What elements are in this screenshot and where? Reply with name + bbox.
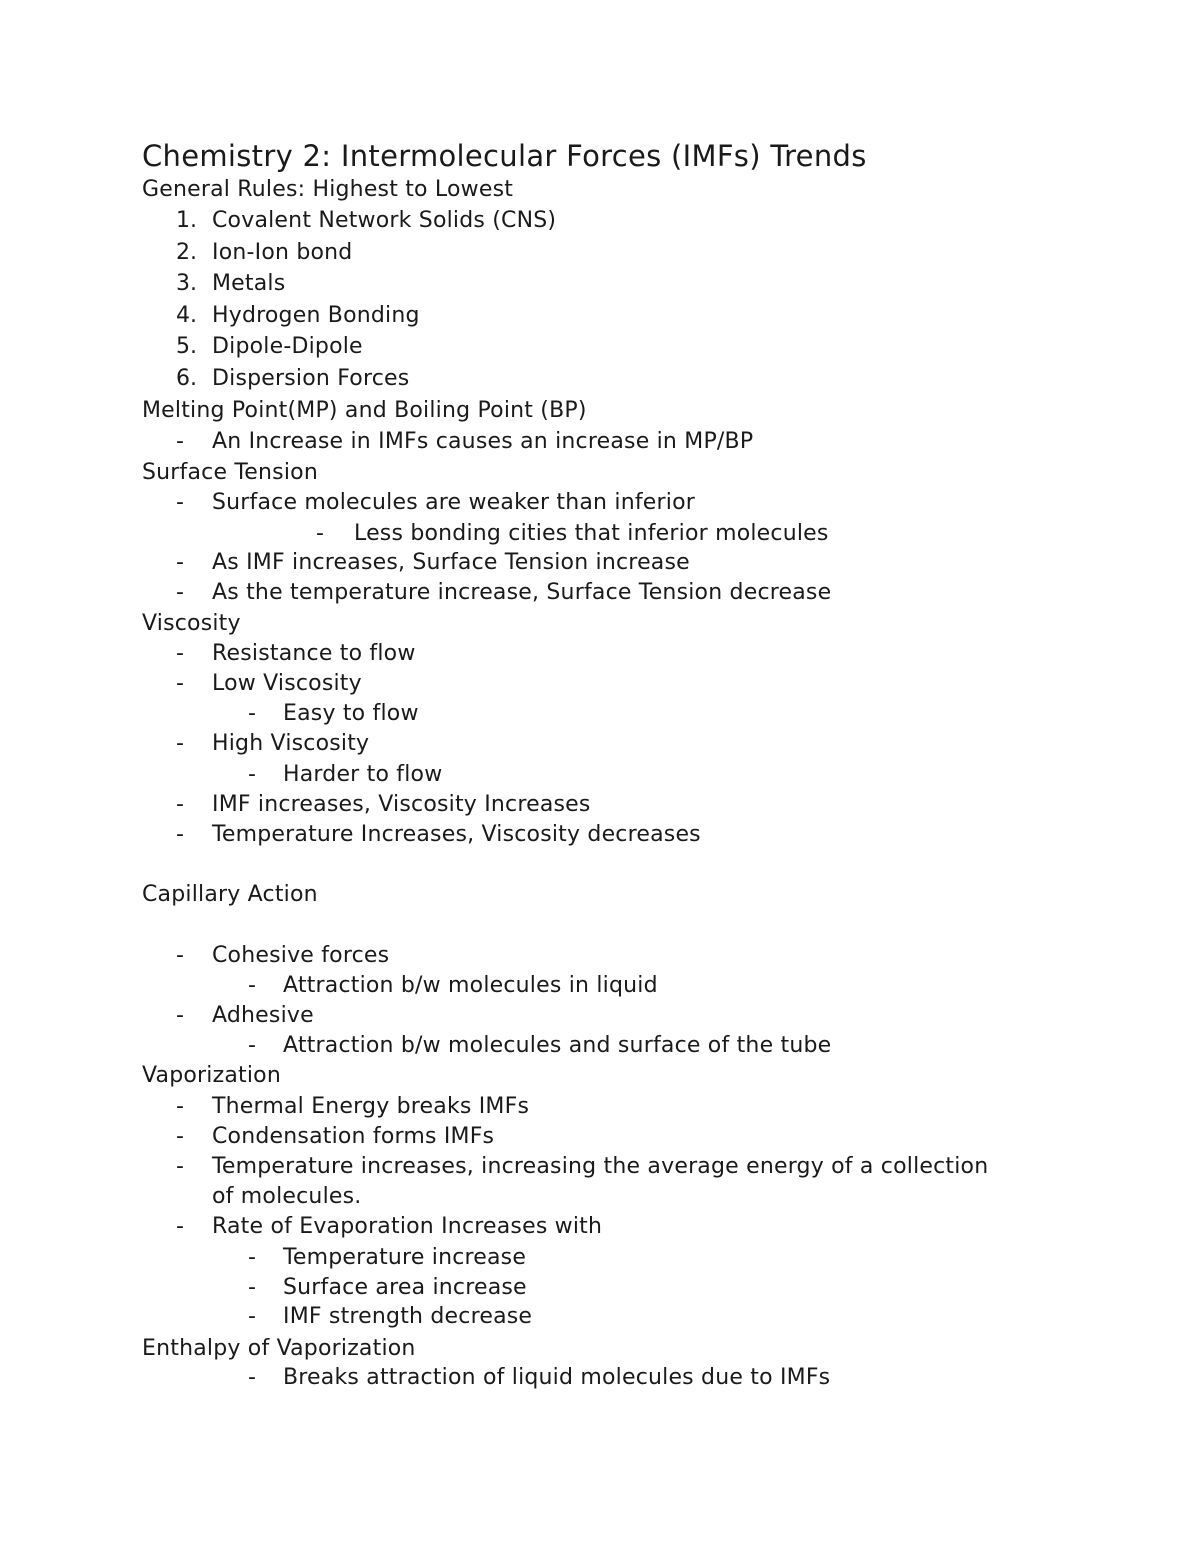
list-item: Easy to flow <box>283 701 419 726</box>
list-item: Covalent Network Solids (CNS) <box>212 208 557 233</box>
bullet-dash: - <box>176 822 184 847</box>
section-heading-melting-boiling: Melting Point(MP) and Boiling Point (BP) <box>142 398 587 423</box>
bullet-dash: - <box>176 1124 184 1149</box>
bullet-dash: - <box>176 1003 184 1028</box>
bullet-dash: - <box>248 1304 256 1329</box>
bullet-dash: - <box>176 671 184 696</box>
bullet-dash: - <box>176 550 184 575</box>
bullet-dash: - <box>176 641 184 666</box>
bullet-dash: - <box>176 943 184 968</box>
list-item: Harder to flow <box>283 762 443 787</box>
list-item: Less bonding cities that inferior molecules <box>354 521 829 546</box>
list-item: Temperature increases, increasing the average energy of a collection <box>212 1154 989 1179</box>
list-number: 5. <box>176 334 197 359</box>
bullet-dash: - <box>248 1245 256 1270</box>
list-item: Surface area increase <box>283 1275 527 1300</box>
list-item: Temperature increase <box>283 1245 527 1270</box>
list-item: Metals <box>212 271 286 296</box>
bullet-dash: - <box>176 731 184 756</box>
section-heading-general-rules: General Rules: Highest to Lowest <box>142 177 514 202</box>
list-item: Low Viscosity <box>212 671 362 696</box>
bullet-dash: - <box>248 762 256 787</box>
list-item: Breaks attraction of liquid molecules due to IMFs <box>283 1365 831 1390</box>
list-item: Resistance to flow <box>212 641 416 666</box>
list-item: Attraction b/w molecules and surface of the tube <box>283 1033 832 1058</box>
section-heading-enthalpy: Enthalpy of Vaporization <box>142 1336 416 1361</box>
list-number: 6. <box>176 366 197 391</box>
list-number: 4. <box>176 303 197 328</box>
list-item: Cohesive forces <box>212 943 390 968</box>
list-item: Rate of Evaporation Increases with <box>212 1214 603 1239</box>
list-item: As the temperature increase, Surface Tension decrease <box>212 580 832 605</box>
bullet-dash: - <box>316 521 324 546</box>
list-number: 1. <box>176 208 197 233</box>
section-heading-viscosity: Viscosity <box>142 611 241 636</box>
bullet-dash: - <box>176 580 184 605</box>
list-item: Attraction b/w molecules in liquid <box>283 973 658 998</box>
bullet-dash: - <box>176 1094 184 1119</box>
list-item: Thermal Energy breaks IMFs <box>212 1094 530 1119</box>
bullet-dash: - <box>176 429 184 454</box>
list-item: IMF increases, Viscosity Increases <box>212 792 591 817</box>
section-heading-capillary-action: Capillary Action <box>142 882 318 907</box>
bullet-dash: - <box>176 792 184 817</box>
list-item-continuation: of molecules. <box>212 1184 362 1209</box>
list-item: Condensation forms IMFs <box>212 1124 495 1149</box>
list-item: Ion-Ion bond <box>212 240 353 265</box>
bullet-dash: - <box>248 701 256 726</box>
section-heading-surface-tension: Surface Tension <box>142 460 318 485</box>
list-item: Dispersion Forces <box>212 366 410 391</box>
list-item: High Viscosity <box>212 731 370 756</box>
list-item: An Increase in IMFs causes an increase in MP/BP <box>212 429 754 454</box>
list-item: Dipole-Dipole <box>212 334 363 359</box>
list-number: 3. <box>176 271 197 296</box>
list-item: Temperature Increases, Viscosity decreases <box>212 822 701 847</box>
bullet-dash: - <box>248 1275 256 1300</box>
list-item: Surface molecules are weaker than inferior <box>212 490 695 515</box>
list-item: Hydrogen Bonding <box>212 303 420 328</box>
bullet-dash: - <box>248 1033 256 1058</box>
page-title: Chemistry 2: Intermolecular Forces (IMFs) Trends <box>142 139 867 173</box>
list-item: IMF strength decrease <box>283 1304 533 1329</box>
bullet-dash: - <box>176 1154 184 1179</box>
list-item: Adhesive <box>212 1003 314 1028</box>
section-heading-vaporization: Vaporization <box>142 1063 281 1088</box>
bullet-dash: - <box>248 1365 256 1390</box>
list-number: 2. <box>176 240 197 265</box>
bullet-dash: - <box>176 1214 184 1239</box>
bullet-dash: - <box>176 490 184 515</box>
list-item: As IMF increases, Surface Tension increase <box>212 550 690 575</box>
bullet-dash: - <box>248 973 256 998</box>
